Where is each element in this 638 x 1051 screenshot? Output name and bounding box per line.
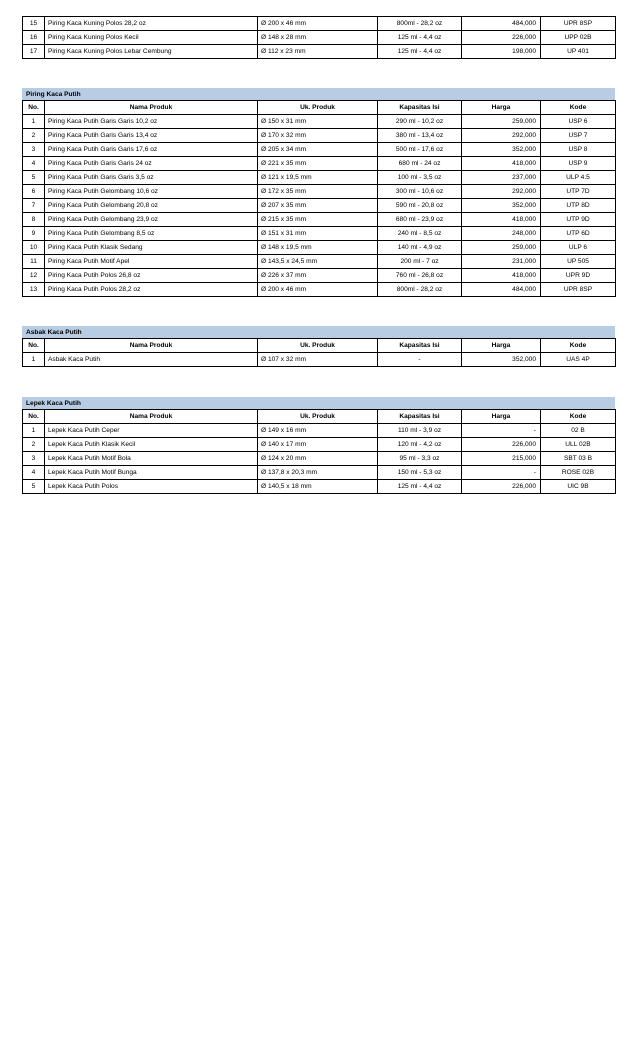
- cell-code: UPR 9D: [541, 269, 616, 283]
- cell-no: 13: [23, 283, 45, 297]
- header-price: Harga: [462, 410, 541, 424]
- cell-name: Asbak Kaca Putih: [45, 353, 258, 367]
- cell-code: UTP 6D: [541, 227, 616, 241]
- cell-capacity: 680 ml - 23,9 oz: [378, 213, 462, 227]
- cell-no: 15: [23, 17, 45, 31]
- cell-dimension: Ø 172 x 35 mm: [258, 185, 378, 199]
- table-row: [23, 353, 616, 367]
- cell-code: UTP 9D: [541, 213, 616, 227]
- cell-no: 1: [23, 424, 45, 438]
- table-header-row: [23, 101, 616, 115]
- cell-dimension: Ø 151 x 31 mm: [258, 227, 378, 241]
- cell-price: 352,000: [462, 353, 541, 367]
- table-row: [23, 213, 616, 227]
- cell-dimension: Ø 137,8 x 20,3 mm: [258, 466, 378, 480]
- section-title: Lepek Kaca Putih: [22, 397, 615, 409]
- header-code: Kode: [541, 101, 616, 115]
- cell-price: 352,000: [462, 199, 541, 213]
- cell-name: Piring Kaca Putih Garis Garis 3,5 oz: [45, 171, 258, 185]
- cell-no: 16: [23, 31, 45, 45]
- cell-capacity: 800ml - 28,2 oz: [378, 283, 462, 297]
- cell-price: 226,000: [462, 31, 541, 45]
- cell-name: Lepek Kaca Putih Motif Bunga: [45, 466, 258, 480]
- cell-capacity: 95 ml - 3,3 oz: [378, 452, 462, 466]
- cell-code: USP 7: [541, 129, 616, 143]
- header-cap: Kapasitas Isi: [378, 339, 462, 353]
- header-dim: Uk. Produk: [258, 339, 378, 353]
- cell-capacity: 300 ml - 10,6 oz: [378, 185, 462, 199]
- cell-no: 7: [23, 199, 45, 213]
- cell-name: Lepek Kaca Putih Ceper: [45, 424, 258, 438]
- cell-no: 1: [23, 353, 45, 367]
- cell-no: 4: [23, 466, 45, 480]
- product-table: [22, 338, 616, 367]
- cell-price: 418,000: [462, 157, 541, 171]
- cell-no: 17: [23, 45, 45, 59]
- cell-price: 215,000: [462, 452, 541, 466]
- table-row: [23, 466, 616, 480]
- header-name: Nama Produk: [45, 101, 258, 115]
- cell-price: 484,000: [462, 283, 541, 297]
- header-no: No.: [23, 410, 45, 424]
- table-row: [23, 171, 616, 185]
- table-row: [23, 129, 616, 143]
- cell-capacity: 125 ml - 4,4 oz: [378, 31, 462, 45]
- table-row: [23, 424, 616, 438]
- table-row: [23, 438, 616, 452]
- cell-code: USP 9: [541, 157, 616, 171]
- table-row: [23, 17, 616, 31]
- cell-code: UAS 4P: [541, 353, 616, 367]
- cell-capacity: 680 ml - 24 oz: [378, 157, 462, 171]
- cell-capacity: 590 ml - 20,8 oz: [378, 199, 462, 213]
- cell-code: ULP 6: [541, 241, 616, 255]
- cell-dimension: Ø 207 x 35 mm: [258, 199, 378, 213]
- table-row: [23, 452, 616, 466]
- cell-name: Piring Kaca Putih Garis Garis 13,4 oz: [45, 129, 258, 143]
- table-row: [23, 480, 616, 494]
- cell-code: ULP 4.5: [541, 171, 616, 185]
- product-table: [22, 100, 616, 297]
- cell-capacity: -: [378, 353, 462, 367]
- cell-dimension: Ø 143,5 x 24,5 mm: [258, 255, 378, 269]
- section-piring-kaca-putih: [22, 88, 615, 297]
- cell-price: 418,000: [462, 213, 541, 227]
- table-row: [23, 31, 616, 45]
- header-code: Kode: [541, 410, 616, 424]
- cell-code: SBT 03 B: [541, 452, 616, 466]
- header-price: Harga: [462, 339, 541, 353]
- cell-capacity: 240 ml - 8,5 oz: [378, 227, 462, 241]
- cell-no: 2: [23, 438, 45, 452]
- cell-no: 5: [23, 171, 45, 185]
- table-row: [23, 115, 616, 129]
- cell-code: UTP 7D: [541, 185, 616, 199]
- header-dim: Uk. Produk: [258, 410, 378, 424]
- table-row: [23, 269, 616, 283]
- section-title: Piring Kaca Putih: [22, 88, 615, 100]
- cell-price: 292,000: [462, 129, 541, 143]
- cell-price: 248,000: [462, 227, 541, 241]
- cell-dimension: Ø 107 x 32 mm: [258, 353, 378, 367]
- cell-price: 292,000: [462, 185, 541, 199]
- table-row: [23, 157, 616, 171]
- table-row: [23, 185, 616, 199]
- cell-price: 198,000: [462, 45, 541, 59]
- cell-price: 352,000: [462, 143, 541, 157]
- cell-dimension: Ø 200 x 46 mm: [258, 17, 378, 31]
- header-no: No.: [23, 101, 45, 115]
- cell-name: Lepek Kaca Putih Motif Bola: [45, 452, 258, 466]
- cell-code: UTP 8D: [541, 199, 616, 213]
- cell-code: USP 6: [541, 115, 616, 129]
- cell-capacity: 110 ml - 3,9 oz: [378, 424, 462, 438]
- cell-dimension: Ø 121 x 19,5 mm: [258, 171, 378, 185]
- header-no: No.: [23, 339, 45, 353]
- cell-no: 8: [23, 213, 45, 227]
- cell-price: -: [462, 424, 541, 438]
- table-row: [23, 255, 616, 269]
- cell-name: Piring Kaca Kuning Polos Kecil: [45, 31, 258, 45]
- cell-name: Piring Kaca Kuning Polos 28,2 oz: [45, 17, 258, 31]
- cell-dimension: Ø 200 x 46 mm: [258, 283, 378, 297]
- cell-price: 231,000: [462, 255, 541, 269]
- cell-name: Piring Kaca Putih Garis Garis 17,6 oz: [45, 143, 258, 157]
- cell-code: UP 505: [541, 255, 616, 269]
- cell-code: 02 B: [541, 424, 616, 438]
- cell-no: 4: [23, 157, 45, 171]
- cell-code: ULL 02B: [541, 438, 616, 452]
- cell-no: 2: [23, 129, 45, 143]
- cell-name: Piring Kaca Putih Motif Apel: [45, 255, 258, 269]
- cell-name: Piring Kaca Kuning Polos Lebar Cembung: [45, 45, 258, 59]
- cell-name: Piring Kaca Putih Garis Garis 10,2 oz: [45, 115, 258, 129]
- cell-no: 5: [23, 480, 45, 494]
- cell-capacity: 140 ml - 4,9 oz: [378, 241, 462, 255]
- cell-name: Piring Kaca Putih Polos 26,8 oz: [45, 269, 258, 283]
- cell-dimension: Ø 205 x 34 mm: [258, 143, 378, 157]
- cell-capacity: 380 ml - 13,4 oz: [378, 129, 462, 143]
- header-name: Nama Produk: [45, 410, 258, 424]
- cell-capacity: 800ml - 28,2 oz: [378, 17, 462, 31]
- table-header-row: [23, 339, 616, 353]
- product-table: [22, 409, 616, 494]
- header-code: Kode: [541, 339, 616, 353]
- header-name: Nama Produk: [45, 339, 258, 353]
- cell-no: 11: [23, 255, 45, 269]
- cell-dimension: Ø 112 x 23 mm: [258, 45, 378, 59]
- cell-name: Lepek Kaca Putih Polos: [45, 480, 258, 494]
- cell-price: 226,000: [462, 438, 541, 452]
- cell-price: 259,000: [462, 241, 541, 255]
- cell-price: 418,000: [462, 269, 541, 283]
- cell-name: Piring Kaca Putih Gelombang 20,8 oz: [45, 199, 258, 213]
- cell-name: Piring Kaca Putih Garis Garis 24 oz: [45, 157, 258, 171]
- cell-capacity: 100 ml - 3,5 oz: [378, 171, 462, 185]
- cell-dimension: Ø 170 x 32 mm: [258, 129, 378, 143]
- table-row: [23, 45, 616, 59]
- cell-dimension: Ø 124 x 20 mm: [258, 452, 378, 466]
- cell-dimension: Ø 140 x 17 mm: [258, 438, 378, 452]
- cell-no: 3: [23, 143, 45, 157]
- cell-name: Piring Kaca Putih Klasik Sedang: [45, 241, 258, 255]
- table-row: [23, 283, 616, 297]
- cell-capacity: 500 ml - 17,6 oz: [378, 143, 462, 157]
- cell-code: ROSE 02B: [541, 466, 616, 480]
- cell-dimension: Ø 148 x 19,5 mm: [258, 241, 378, 255]
- cell-dimension: Ø 226 x 37 mm: [258, 269, 378, 283]
- cell-capacity: 120 ml - 4,2 oz: [378, 438, 462, 452]
- table-row: [23, 199, 616, 213]
- table-header-row: [23, 410, 616, 424]
- cell-name: Lepek Kaca Putih Klasik Kecil: [45, 438, 258, 452]
- header-cap: Kapasitas Isi: [378, 101, 462, 115]
- cell-name: Piring Kaca Putih Gelombang 8,5 oz: [45, 227, 258, 241]
- cell-no: 12: [23, 269, 45, 283]
- cell-price: 259,000: [462, 115, 541, 129]
- cell-dimension: Ø 148 x 28 mm: [258, 31, 378, 45]
- cell-no: 6: [23, 185, 45, 199]
- table-row: [23, 143, 616, 157]
- cell-code: UPR 8SP: [541, 283, 616, 297]
- cell-dimension: Ø 150 x 31 mm: [258, 115, 378, 129]
- cell-capacity: 290 ml - 10,2 oz: [378, 115, 462, 129]
- cell-price: 226,000: [462, 480, 541, 494]
- cell-code: UPP 02B: [541, 31, 616, 45]
- cell-capacity: 760 ml - 26,8 oz: [378, 269, 462, 283]
- cell-price: -: [462, 466, 541, 480]
- top-table-wrap: [22, 16, 615, 59]
- table-row: [23, 227, 616, 241]
- cell-dimension: Ø 149 x 16 mm: [258, 424, 378, 438]
- header-dim: Uk. Produk: [258, 101, 378, 115]
- header-price: Harga: [462, 101, 541, 115]
- cell-dimension: Ø 221 x 35 mm: [258, 157, 378, 171]
- cell-code: UP 401: [541, 45, 616, 59]
- cell-no: 1: [23, 115, 45, 129]
- cell-capacity: 200 ml - 7 oz: [378, 255, 462, 269]
- cell-no: 9: [23, 227, 45, 241]
- cell-code: UPR 8SP: [541, 17, 616, 31]
- cell-name: Piring Kaca Putih Gelombang 23,9 oz: [45, 213, 258, 227]
- section-asbak-kaca-putih: [22, 326, 615, 367]
- cell-dimension: Ø 140,5 x 18 mm: [258, 480, 378, 494]
- cell-price: 484,000: [462, 17, 541, 31]
- cell-capacity: 150 ml - 5,3 oz: [378, 466, 462, 480]
- cell-name: Piring Kaca Putih Polos 28,2 oz: [45, 283, 258, 297]
- cell-price: 237,000: [462, 171, 541, 185]
- cell-code: USP 8: [541, 143, 616, 157]
- cell-dimension: Ø 215 x 35 mm: [258, 213, 378, 227]
- table-row: [23, 241, 616, 255]
- section-title: Asbak Kaca Putih: [22, 326, 615, 338]
- section-lepek-kaca-putih: [22, 397, 615, 494]
- cell-name: Piring Kaca Putih Gelombang 10,6 oz: [45, 185, 258, 199]
- cell-no: 3: [23, 452, 45, 466]
- cell-capacity: 125 ml - 4,4 oz: [378, 480, 462, 494]
- cell-capacity: 125 ml - 4,4 oz: [378, 45, 462, 59]
- header-cap: Kapasitas Isi: [378, 410, 462, 424]
- cell-no: 10: [23, 241, 45, 255]
- cell-code: UIC 9B: [541, 480, 616, 494]
- top-product-table: [22, 16, 616, 59]
